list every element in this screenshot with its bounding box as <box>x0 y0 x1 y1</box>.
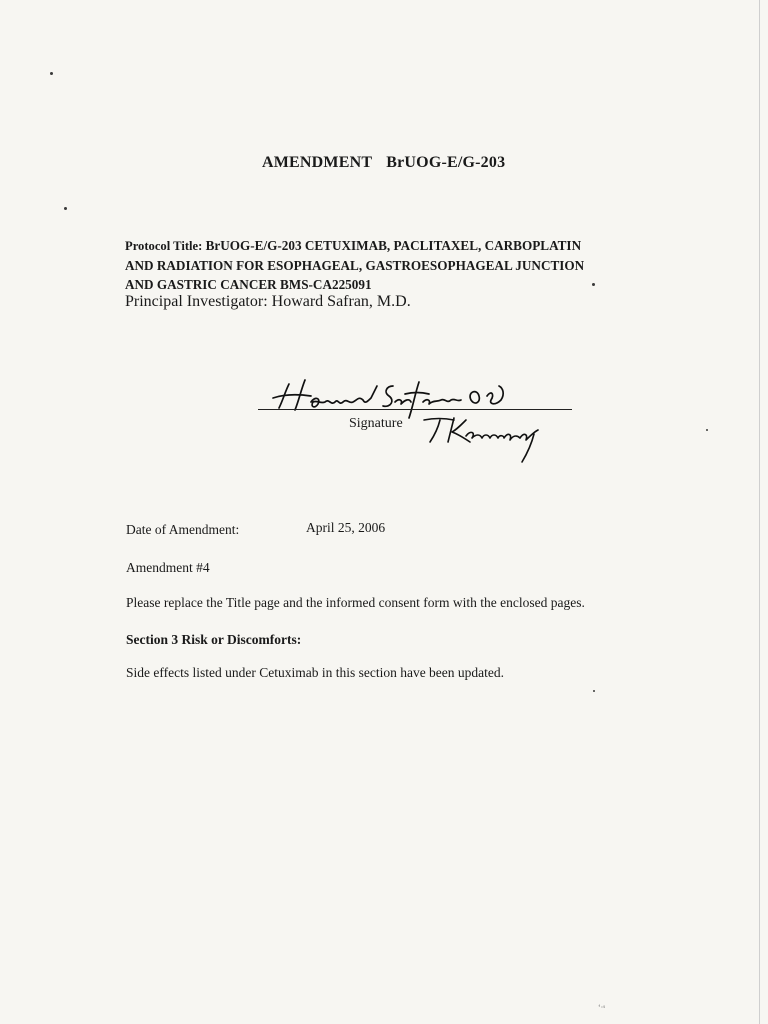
section-heading: Section 3 Risk or Discomforts: <box>126 632 302 647</box>
date-of-amendment-value: April 25, 2006 <box>306 520 386 535</box>
protocol-title-line-2: AND RADIATION FOR ESOPHAGEAL, GASTROESOPHAGEAL JUNCTION <box>125 258 585 273</box>
scan-edge-line <box>759 0 760 1024</box>
section-note: Side effects listed under Cetuximab in this section have been updated. <box>126 665 505 680</box>
protocol-title-line-3: AND GASTRIC CANCER BMS-CA225091 <box>125 277 372 292</box>
heading-word: AMENDMENT <box>262 154 373 171</box>
scan-speck <box>50 72 53 75</box>
scan-speck <box>64 207 67 210</box>
protocol-title-block <box>125 236 665 294</box>
date-of-amendment-label: Date of Amendment: <box>126 522 240 537</box>
amendment-number: Amendment #4 <box>126 560 210 575</box>
heading-code: BrUOG-E/G-203 <box>386 154 506 171</box>
protocol-title-label: Protocol Title: <box>125 239 203 253</box>
scan-speck <box>593 690 595 692</box>
scan-artifact: ‘·ˢ <box>598 1003 606 1012</box>
handwritten-initials <box>420 408 560 468</box>
scan-speck <box>706 429 708 431</box>
signature-label: Signature <box>349 416 403 431</box>
principal-investigator: Principal Investigator: Howard Safran, M.D. <box>125 293 411 310</box>
replace-instruction: Please replace the Title page and the informed consent form with the enclosed pages. <box>126 595 585 610</box>
protocol-title-text-1: BrUOG-E/G-203 CETUXIMAB, PACLITAXEL, CARBOPLATIN <box>205 238 582 253</box>
protocol-title-line-1 <box>125 236 665 256</box>
amendment-heading <box>262 154 505 172</box>
